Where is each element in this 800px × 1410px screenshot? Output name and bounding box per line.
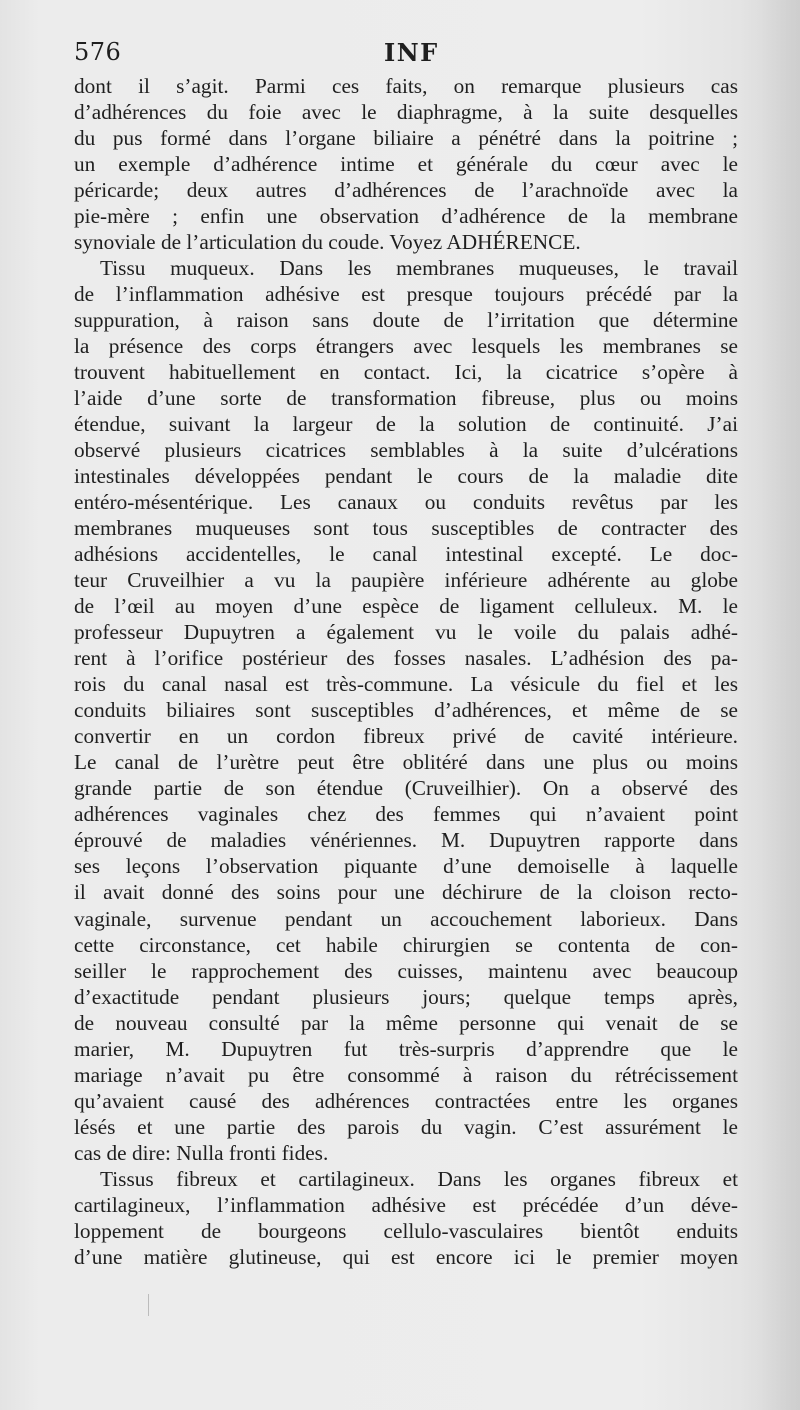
- text-line: de l’inflammation adhésive est presque toujours précédé par la: [74, 282, 738, 307]
- text-line: grande partie de son étendue (Cruveilhier). On a observé des: [74, 776, 738, 801]
- text-line: cartilagineux, l’inflammation adhésive est précédée d’un déve-: [74, 1192, 738, 1217]
- section-tissu-muqueux: Tissu muqueux. Dans les membranes muqueuses, le travail: [100, 256, 738, 281]
- section-tissus-fibreux: Tissus fibreux et cartilagineux. Dans les organes fibreux et: [100, 1166, 738, 1191]
- text-line: pie-mère ; enfin une observation d’adhérence de la membrane: [74, 204, 738, 229]
- text-line: un exemple d’adhérence intime et générale du cœur avec le: [74, 152, 738, 177]
- text-line: qu’avaient causé des adhérences contractées entre les organes: [74, 1088, 738, 1113]
- text-line: intestinales développées pendant le cours de la maladie dite: [74, 464, 738, 489]
- text-line: d’exactitude pendant plusieurs jours; quelque temps après,: [74, 984, 738, 1009]
- text-line: de l’œil au moyen d’une espèce de ligament celluleux. M. le: [74, 594, 738, 619]
- text-line: adhésions accidentelles, le canal intestinal excepté. Le doc-: [74, 542, 738, 567]
- text-line: convertir en un cordon fibreux privé de cavité intérieure.: [74, 724, 738, 749]
- text-line: rent à l’orifice postérieur des fosses nasales. L’adhésion des pa-: [74, 646, 738, 671]
- text-line: de nouveau consulté par la même personne qui venait de se: [74, 1010, 738, 1035]
- text-line: cette circonstance, cet habile chirurgien se contenta de con-: [74, 932, 738, 957]
- page-edge-shadow: [740, 0, 800, 1410]
- text-line: ses leçons l’observation piquante d’une demoiselle à laquelle: [74, 854, 738, 879]
- text-line: d’adhérences du foie avec le diaphragme, à la suite desquelles: [74, 100, 738, 125]
- text-line: adhérences vaginales chez des femmes qui n’avaient point: [74, 802, 738, 827]
- text-line: cas de dire: Nulla fronti fides.: [74, 1140, 329, 1165]
- text-line: observé plusieurs cicatrices semblables à la suite d’ulcérations: [74, 438, 738, 463]
- text-line: conduits biliaires sont susceptibles d’adhérences, et même de se: [74, 698, 738, 723]
- text-line: synoviale de l’articulation du coude. Voyez ADHÉRENCE.: [74, 230, 581, 255]
- text-line: seiller le rapprochement des cuisses, maintenu avec beaucoup: [74, 958, 738, 983]
- text-line: teur Cruveilhier a vu la paupière inférieure adhérente au globe: [74, 568, 738, 593]
- pencil-mark: [148, 1294, 149, 1316]
- text-line: l’aide d’une sorte de transformation fibreuse, plus ou moins: [74, 386, 738, 411]
- page-number: 576: [74, 38, 122, 66]
- text-line: il avait donné des soins pour une déchirure de la cloison recto-: [74, 880, 738, 905]
- text-line: loppement de bourgeons cellulo-vasculaires bientôt enduits: [74, 1218, 738, 1243]
- text-line: vaginale, survenue pendant un accouchement laborieux. Dans: [74, 906, 738, 931]
- text-line: péricarde; deux autres d’adhérences de l’arachnoïde avec la: [74, 178, 738, 203]
- text-line: rois du canal nasal est très-commune. La vésicule du fiel et les: [74, 672, 738, 697]
- text-line: marier, M. Dupuytren fut très-surpris d’apprendre que le: [74, 1036, 738, 1061]
- text-line: membranes muqueuses sont tous susceptibles de contracter des: [74, 516, 738, 541]
- text-line: suppuration, à raison sans doute de l’irritation que détermine: [74, 308, 738, 333]
- running-head: INF: [384, 38, 439, 67]
- page-header: [74, 38, 736, 68]
- text-line: dont il s’agit. Parmi ces faits, on remarque plusieurs cas: [74, 74, 738, 98]
- text-line: professeur Dupuytren a également vu le voile du palais adhé-: [74, 620, 738, 645]
- text-line: la présence des corps étrangers avec lesquels les membranes se: [74, 334, 738, 359]
- text-line: entéro-mésentérique. Les canaux ou conduits revêtus par les: [74, 490, 738, 515]
- text-line: mariage n’avait pu être consommé à raison du rétrécissement: [74, 1062, 738, 1087]
- text-line: du pus formé dans l’organe biliaire a pénétré dans la poitrine ;: [74, 126, 738, 151]
- text-line: d’une matière glutineuse, qui est encore ici le premier moyen: [74, 1244, 738, 1269]
- text-line: trouvent habituellement en contact. Ici, la cicatrice s’opère à: [74, 360, 738, 385]
- body-text: [74, 73, 738, 1270]
- text-line: étendue, suivant la largeur de la solution de continuité. J’ai: [74, 412, 738, 437]
- text-line: éprouvé de maladies vénériennes. M. Dupuytren rapporte dans: [74, 828, 738, 853]
- text-line: lésés et une partie des parois du vagin. C’est assurément le: [74, 1114, 738, 1139]
- text-line: Le canal de l’urètre peut être oblitéré dans une plus ou moins: [74, 750, 738, 775]
